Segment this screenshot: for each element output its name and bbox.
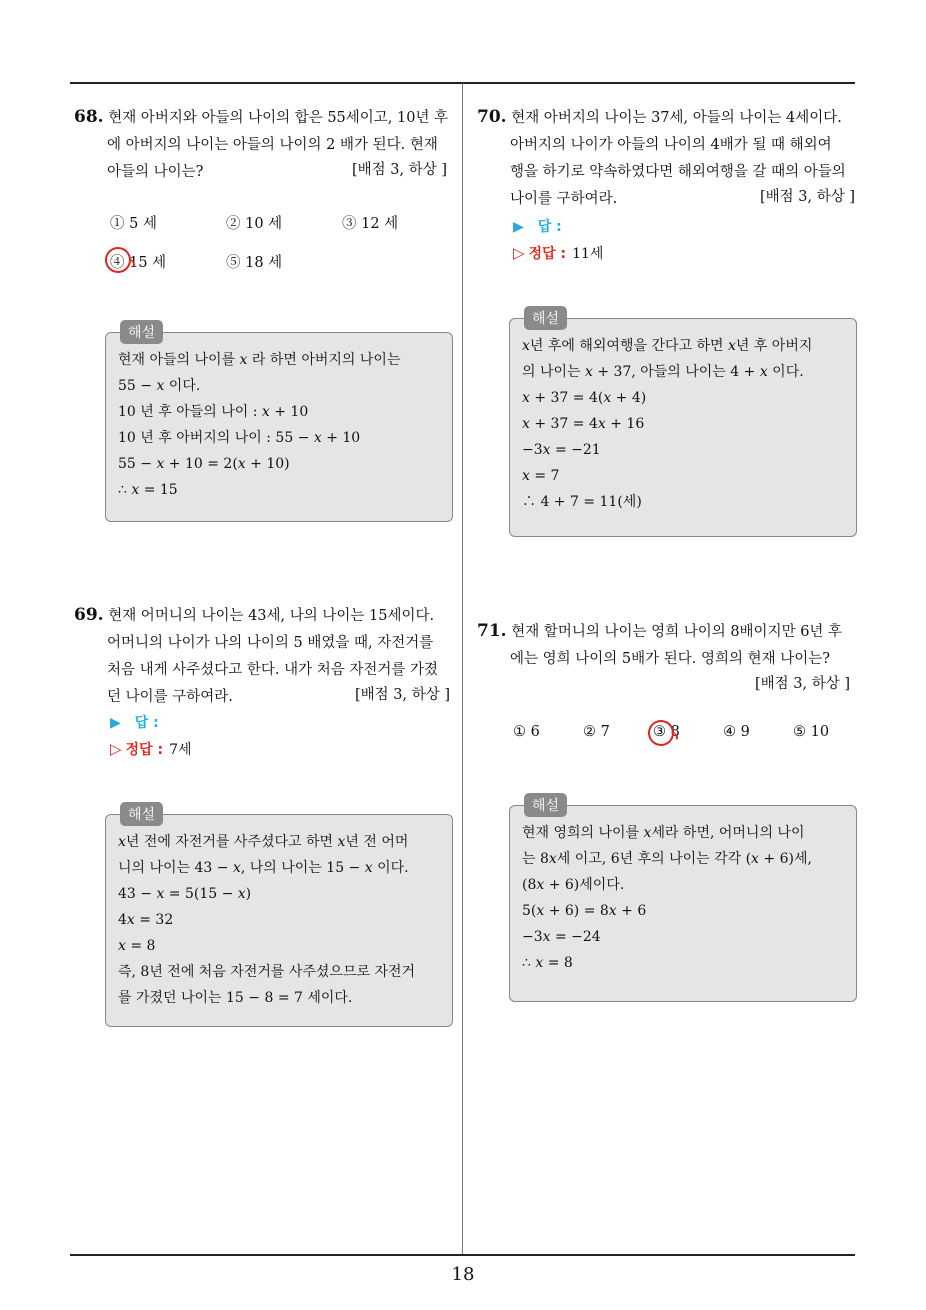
score-meta: [배점 3, 하상 ] [352, 162, 448, 178]
solution-line: 𝑥년 전에 자전거를 사주셨다고 하면 𝑥년 전 어머 [118, 834, 409, 850]
question-line: 현재 아버지와 아들의 나이의 합은 55세이고, 10년 후 [108, 110, 449, 126]
choice-2[interactable]: ② 10 세 [226, 216, 283, 232]
question-line: 어머니의 나이가 나의 나이의 5 배였을 때, 자전거를 [107, 635, 434, 651]
solution-line: 55 − 𝑥 이다. [118, 378, 201, 394]
solution-line: 𝑥 = 7 [522, 468, 560, 484]
question-line: 행을 하기로 약속하였다면 해외여행을 갈 때의 아들의 [510, 164, 846, 180]
solution-line: −3𝑥 = −24 [522, 929, 601, 945]
choice-3[interactable]: ③ 8 [653, 724, 680, 740]
answer-circle-mark [645, 717, 678, 750]
question-line: 현재 어머니의 나이는 43세, 나의 나이는 15세이다. [108, 608, 435, 624]
question-line: 에 아버지의 나이는 아들의 나이의 2 배가 된다. 현재 [107, 137, 438, 153]
problem-number: 69. [74, 605, 104, 625]
problem-number: 71. [477, 621, 507, 641]
solution-tag: 해설 [524, 793, 567, 817]
open-triangle-icon: ▷ [513, 244, 525, 262]
problem-number: 70. [477, 107, 507, 127]
answer-label: 답 : [134, 715, 159, 731]
solution-tag: 해설 [524, 306, 567, 330]
column-divider [462, 83, 463, 1254]
solution-body [118, 347, 400, 503]
question-line: 에는 영희 나이의 5배가 된다. 영희의 현재 나이는? [510, 651, 831, 667]
score-meta: [배점 3, 하상 ] [760, 189, 856, 205]
solution-tag: 해설 [120, 802, 163, 826]
solution-line: 의 나이는 𝑥 + 37, 아들의 나이는 4 + 𝑥 이다. [522, 364, 804, 380]
score-meta: [배점 3, 하상 ] [355, 687, 451, 703]
solution-box-68 [105, 325, 453, 522]
open-triangle-icon: ▷ [110, 740, 122, 758]
answer-row [513, 216, 562, 236]
bottom-rule [70, 1254, 855, 1256]
solution-line: 현재 아들의 나이를 𝑥 라 하면 아버지의 나이는 [118, 352, 401, 368]
solution-line: ∴ 𝑥 = 15 [118, 482, 178, 498]
question-line: 나이를 구하여라. [510, 191, 618, 207]
solution-line: ∴ 4 + 7 = 11(세) [522, 494, 642, 510]
solution-line: 𝑥 = 8 [118, 938, 156, 954]
problem-71 [477, 618, 842, 673]
solution-line: 𝑥년 후에 해외여행을 간다고 하면 𝑥년 후 아버지 [522, 338, 813, 354]
question-line: 현재 할머니의 나이는 영희 나이의 8배이지만 6년 후 [511, 624, 843, 640]
correct-value: 7세 [169, 742, 192, 758]
choice-3[interactable]: ③ 12 세 [342, 216, 399, 232]
solution-line: 4𝑥 = 32 [118, 912, 174, 928]
question-line: 아들의 나이는? [107, 164, 204, 180]
correct-value: 11세 [572, 246, 604, 262]
question-line: 처음 내게 사주셨다고 한다. 내가 처음 자전거를 가졌 [107, 662, 439, 678]
question-line: 아버지의 나이가 아들의 나이의 4배가 될 때 해외여 [510, 137, 832, 153]
choice-1[interactable]: ① 5 세 [110, 216, 157, 232]
problem-number: 68. [74, 107, 104, 127]
solution-line: −3𝑥 = −21 [522, 442, 601, 458]
solution-line: 는 8𝑥세 이고, 6년 후의 나이는 각각 (𝑥 + 6)세, [522, 851, 812, 867]
solution-body [522, 333, 812, 515]
solution-line: 5(𝑥 + 6) = 8𝑥 + 6 [522, 903, 647, 919]
play-triangle-icon: ▶ [110, 715, 121, 731]
solution-box-69 [105, 807, 453, 1027]
choice-5[interactable]: ⑤ 18 세 [226, 255, 283, 271]
solution-line: 𝑥 + 37 = 4(𝑥 + 4) [522, 390, 647, 406]
solution-line: 10 년 후 아버지의 나이 : 55 − 𝑥 + 10 [118, 430, 361, 446]
solution-body [522, 820, 812, 976]
choice-4[interactable]: ④ 15 세 [110, 255, 167, 271]
score-meta: [배점 3, 하상 ] [755, 676, 851, 692]
solution-box-70 [509, 311, 857, 537]
correct-answer-row [110, 739, 192, 759]
choice-4[interactable]: ④ 9 [723, 724, 750, 740]
page-number: 18 [451, 1264, 475, 1285]
solution-line: 를 가졌던 나이는 15 − 8 = 7 세이다. [118, 990, 353, 1006]
choice-2[interactable]: ② 7 [583, 724, 610, 740]
solution-line: 즉, 8년 전에 처음 자전거를 사주셨으므로 자전거 [118, 964, 416, 980]
solution-line: 10 년 후 아들의 나이 : 𝑥 + 10 [118, 404, 309, 420]
answer-row [110, 712, 159, 732]
solution-tag: 해설 [120, 320, 163, 344]
question-line: 던 나이를 구하여라. [107, 689, 233, 705]
solution-line: (8𝑥 + 6)세이다. [522, 877, 625, 893]
solution-line: 43 − 𝑥 = 5(15 − 𝑥) [118, 886, 252, 902]
solution-line: 현재 영희의 나이를 𝑥세라 하면, 어머니의 나이 [522, 825, 805, 841]
question-line: 현재 아버지의 나이는 37세, 아들의 나이는 4세이다. [511, 110, 842, 126]
correct-label: 정답 : [528, 246, 567, 262]
solution-box-71 [509, 798, 857, 1002]
answer-label: 답 : [537, 219, 562, 235]
solution-line: 니의 나이는 43 − 𝑥, 나의 나이는 15 − 𝑥 이다. [118, 860, 409, 876]
play-triangle-icon: ▶ [513, 219, 524, 235]
solution-line: 55 − 𝑥 + 10 = 2(𝑥 + 10) [118, 456, 290, 472]
solution-line: 𝑥 + 37 = 4𝑥 + 16 [522, 416, 645, 432]
choice-5[interactable]: ⑤ 10 [793, 724, 830, 740]
correct-answer-row [513, 243, 603, 263]
solution-body [118, 829, 415, 1011]
solution-line: ∴ 𝑥 = 8 [522, 955, 573, 971]
choice-1[interactable]: ① 6 [513, 724, 540, 740]
correct-label: 정답 : [125, 742, 164, 758]
